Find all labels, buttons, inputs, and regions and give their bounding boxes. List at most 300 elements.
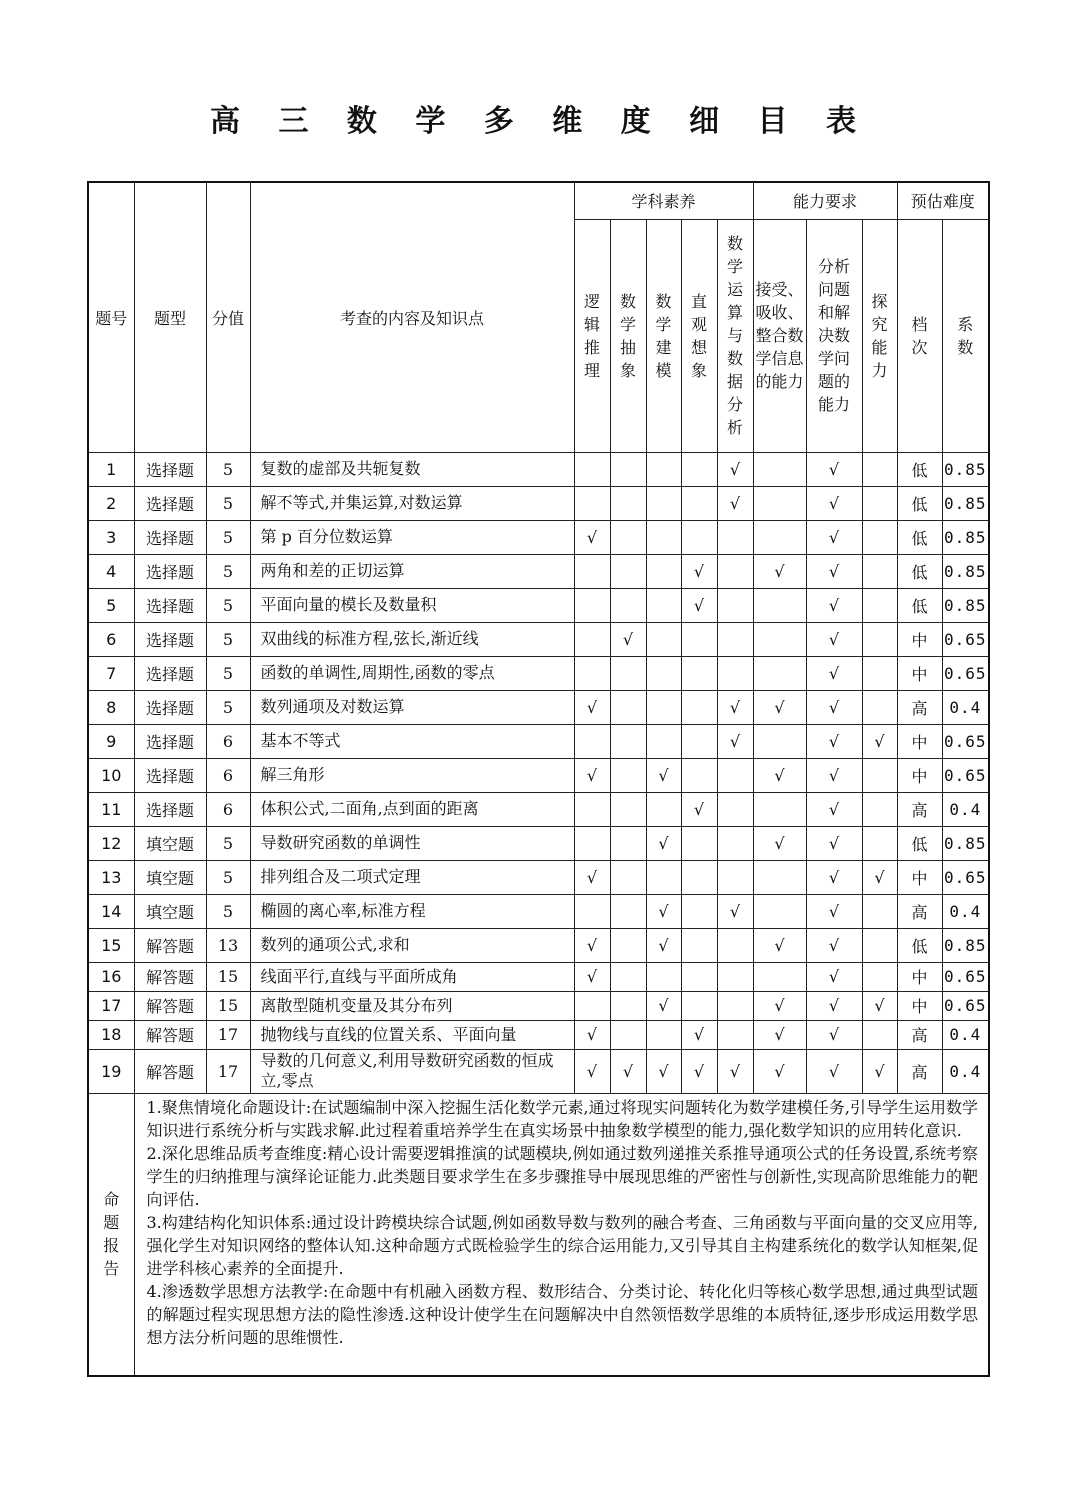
check-computation: √ — [717, 894, 753, 928]
check-integrate — [753, 452, 806, 486]
question-content: 第 p 百分位数运算 — [250, 520, 574, 554]
difficulty-level: 低 — [897, 588, 942, 622]
question-number: 4 — [88, 554, 134, 588]
header-ability-solve-label: 分析问题和解决数学问题的能力 — [818, 257, 851, 414]
header-literacy-modeling — [646, 219, 681, 452]
check-logic — [574, 486, 610, 520]
check-solve: √ — [806, 622, 862, 656]
question-score: 5 — [206, 554, 250, 588]
table-row — [88, 962, 989, 991]
check-intuition — [681, 962, 717, 991]
question-score: 5 — [206, 860, 250, 894]
question-number: 1 — [88, 452, 134, 486]
check-abstraction — [610, 894, 646, 928]
question-score: 5 — [206, 520, 250, 554]
header-literacy-intuition — [681, 219, 717, 452]
question-number: 9 — [88, 724, 134, 758]
check-explore — [862, 520, 897, 554]
check-modeling: √ — [646, 991, 681, 1020]
question-score: 15 — [206, 991, 250, 1020]
header-ability-solve — [806, 219, 862, 452]
check-modeling — [646, 452, 681, 486]
header-literacy-computation-label: 数学运算与数据分析 — [726, 234, 743, 437]
header-content: 考查的内容及知识点 — [250, 182, 574, 452]
question-type: 解答题 — [134, 962, 206, 991]
check-computation — [717, 962, 753, 991]
question-number: 13 — [88, 860, 134, 894]
check-computation: √ — [717, 452, 753, 486]
question-score: 6 — [206, 758, 250, 792]
check-explore — [862, 894, 897, 928]
question-number: 11 — [88, 792, 134, 826]
header-ability-integrate — [753, 219, 806, 452]
difficulty-level: 低 — [897, 520, 942, 554]
header-literacy-logic — [574, 219, 610, 452]
check-integrate — [753, 724, 806, 758]
difficulty-coef: 0.4 — [942, 690, 989, 724]
question-type: 选择题 — [134, 622, 206, 656]
question-score: 5 — [206, 656, 250, 690]
check-computation — [717, 656, 753, 690]
table-row — [88, 1020, 989, 1049]
check-integrate — [753, 622, 806, 656]
check-intuition: √ — [681, 588, 717, 622]
difficulty-level: 低 — [897, 452, 942, 486]
question-type: 选择题 — [134, 792, 206, 826]
check-integrate — [753, 792, 806, 826]
check-explore — [862, 690, 897, 724]
check-computation — [717, 928, 753, 962]
check-abstraction — [610, 520, 646, 554]
check-modeling — [646, 1020, 681, 1049]
difficulty-coef: 0.85 — [942, 588, 989, 622]
check-integrate — [753, 894, 806, 928]
question-type: 解答题 — [134, 1020, 206, 1049]
question-score: 15 — [206, 962, 250, 991]
difficulty-coef: 0.85 — [942, 520, 989, 554]
check-modeling — [646, 860, 681, 894]
check-intuition: √ — [681, 1049, 717, 1093]
question-number: 6 — [88, 622, 134, 656]
check-abstraction — [610, 928, 646, 962]
check-intuition — [681, 894, 717, 928]
question-content: 体积公式,二面角,点到面的距离 — [250, 792, 574, 826]
table-row — [88, 452, 989, 486]
check-solve: √ — [806, 656, 862, 690]
check-solve: √ — [806, 792, 862, 826]
check-solve: √ — [806, 724, 862, 758]
difficulty-level: 中 — [897, 758, 942, 792]
check-abstraction — [610, 1020, 646, 1049]
difficulty-level: 中 — [897, 622, 942, 656]
check-explore — [862, 486, 897, 520]
report-row — [88, 1093, 989, 1376]
page-title: 高 三 数 学 多 维 度 细 目 表 — [210, 104, 870, 139]
difficulty-coef: 0.4 — [942, 894, 989, 928]
table-row — [88, 792, 989, 826]
question-type: 选择题 — [134, 486, 206, 520]
question-content: 两角和差的正切运算 — [250, 554, 574, 588]
check-solve: √ — [806, 991, 862, 1020]
question-content: 解三角形 — [250, 758, 574, 792]
difficulty-coef: 0.85 — [942, 554, 989, 588]
difficulty-level: 高 — [897, 1020, 942, 1049]
question-type: 填空题 — [134, 826, 206, 860]
table-row — [88, 1049, 989, 1093]
header-literacy-abstraction-label: 数学抽象 — [619, 291, 636, 380]
question-content: 平面向量的模长及数量积 — [250, 588, 574, 622]
question-type: 选择题 — [134, 554, 206, 588]
header-group-ability: 能力要求 — [753, 182, 897, 219]
check-integrate: √ — [753, 991, 806, 1020]
difficulty-coef: 0.4 — [942, 792, 989, 826]
check-abstraction — [610, 690, 646, 724]
header-score: 分值 — [206, 182, 250, 452]
difficulty-level: 低 — [897, 826, 942, 860]
check-integrate: √ — [753, 554, 806, 588]
check-intuition — [681, 991, 717, 1020]
question-number: 18 — [88, 1020, 134, 1049]
question-content: 解不等式,并集运算,对数运算 — [250, 486, 574, 520]
check-modeling — [646, 588, 681, 622]
check-integrate — [753, 962, 806, 991]
header-literacy-intuition-label: 直观想象 — [690, 291, 707, 380]
header-literacy-computation — [717, 219, 753, 452]
check-computation — [717, 622, 753, 656]
difficulty-coef: 0.65 — [942, 656, 989, 690]
question-number: 15 — [88, 928, 134, 962]
question-number: 14 — [88, 894, 134, 928]
check-abstraction — [610, 452, 646, 486]
question-content: 抛物线与直线的位置关系、平面向量 — [250, 1020, 574, 1049]
check-integrate — [753, 486, 806, 520]
check-solve: √ — [806, 520, 862, 554]
check-logic — [574, 792, 610, 826]
check-explore — [862, 792, 897, 826]
check-logic — [574, 554, 610, 588]
check-modeling: √ — [646, 1049, 681, 1093]
check-logic — [574, 452, 610, 486]
question-score: 5 — [206, 452, 250, 486]
check-solve: √ — [806, 826, 862, 860]
question-type: 选择题 — [134, 520, 206, 554]
difficulty-level: 中 — [897, 860, 942, 894]
check-intuition — [681, 656, 717, 690]
header-difficulty-coef-label: 系数 — [957, 314, 974, 357]
header-difficulty-level-label: 档次 — [911, 314, 928, 357]
header-group-difficulty: 预估难度 — [897, 182, 989, 219]
report-paragraph-4: 4.渗透数学思想方法教学:在命题中有机融入函数方程、数形结合、分类讨论、转化化归等核心数学思想,通过典型试题的解题过程实现思想方法的隐性渗透.这种设计使学生在问题解决中自然领悟数学思维的本质特征,逐步形成运用数学思想方法分析问题的思维惯性. — [146, 1281, 979, 1347]
difficulty-coef: 0.85 — [942, 486, 989, 520]
header-ability-integrate-label: 接受、吸收、整合数学信息的能力 — [755, 280, 804, 391]
question-score: 17 — [206, 1020, 250, 1049]
question-score: 13 — [206, 928, 250, 962]
header-literacy-logic-label: 逻辑推理 — [583, 291, 600, 380]
check-modeling — [646, 962, 681, 991]
check-logic — [574, 826, 610, 860]
difficulty-level: 高 — [897, 792, 942, 826]
difficulty-level: 中 — [897, 724, 942, 758]
check-modeling — [646, 554, 681, 588]
table-row — [88, 894, 989, 928]
question-score: 6 — [206, 724, 250, 758]
check-intuition — [681, 758, 717, 792]
check-abstraction — [610, 724, 646, 758]
check-abstraction: √ — [610, 1049, 646, 1093]
check-logic — [574, 991, 610, 1020]
question-content: 线面平行,直线与平面所成角 — [250, 962, 574, 991]
table-row — [88, 826, 989, 860]
check-solve: √ — [806, 690, 862, 724]
check-integrate — [753, 656, 806, 690]
check-computation — [717, 991, 753, 1020]
question-score: 5 — [206, 486, 250, 520]
check-computation — [717, 826, 753, 860]
difficulty-coef: 0.4 — [942, 1020, 989, 1049]
difficulty-coef: 0.65 — [942, 962, 989, 991]
difficulty-level: 中 — [897, 656, 942, 690]
table-row — [88, 486, 989, 520]
check-intuition — [681, 520, 717, 554]
check-computation — [717, 860, 753, 894]
check-computation: √ — [717, 486, 753, 520]
question-type: 选择题 — [134, 690, 206, 724]
check-logic: √ — [574, 1020, 610, 1049]
question-content: 基本不等式 — [250, 724, 574, 758]
check-solve: √ — [806, 1020, 862, 1049]
check-intuition: √ — [681, 554, 717, 588]
question-score: 5 — [206, 588, 250, 622]
check-abstraction — [610, 792, 646, 826]
question-type: 选择题 — [134, 656, 206, 690]
check-abstraction — [610, 962, 646, 991]
question-score: 17 — [206, 1049, 250, 1093]
difficulty-level: 中 — [897, 962, 942, 991]
report-paragraph-3: 3.构建结构化知识体系:通过设计跨模块综合试题,例如函数导数与数列的融合考查、三角函数与平面向量的交叉应用等,强化学生对知识网络的整体认知.这种命题方式既检验学生的综合运用能力,又引导其自主构建系统化的数学认知框架,促进学科核心素养的全面提升. — [146, 1212, 979, 1278]
check-explore — [862, 1020, 897, 1049]
check-logic — [574, 724, 610, 758]
table-row — [88, 860, 989, 894]
check-explore — [862, 758, 897, 792]
check-abstraction — [610, 758, 646, 792]
question-number: 8 — [88, 690, 134, 724]
difficulty-coef: 0.85 — [942, 826, 989, 860]
difficulty-coef: 0.65 — [942, 622, 989, 656]
check-intuition — [681, 622, 717, 656]
difficulty-coef: 0.65 — [942, 758, 989, 792]
check-explore — [862, 962, 897, 991]
check-abstraction — [610, 860, 646, 894]
check-explore — [862, 588, 897, 622]
header-ability-explore-label: 探究能力 — [871, 291, 888, 380]
check-modeling: √ — [646, 928, 681, 962]
question-type: 选择题 — [134, 588, 206, 622]
report-label-cell — [88, 1093, 134, 1376]
check-intuition — [681, 486, 717, 520]
report-label: 命题报告 — [103, 1190, 120, 1279]
question-content: 椭圆的离心率,标准方程 — [250, 894, 574, 928]
check-modeling — [646, 690, 681, 724]
check-explore: √ — [862, 1049, 897, 1093]
check-abstraction — [610, 826, 646, 860]
header-difficulty-coef — [942, 219, 989, 452]
check-computation — [717, 758, 753, 792]
question-content: 函数的单调性,周期性,函数的零点 — [250, 656, 574, 690]
check-logic — [574, 894, 610, 928]
question-score: 5 — [206, 690, 250, 724]
check-solve: √ — [806, 758, 862, 792]
difficulty-coef: 0.65 — [942, 724, 989, 758]
question-number: 2 — [88, 486, 134, 520]
question-score: 6 — [206, 792, 250, 826]
difficulty-coef: 0.4 — [942, 1049, 989, 1093]
check-logic: √ — [574, 690, 610, 724]
table-row — [88, 656, 989, 690]
check-abstraction — [610, 554, 646, 588]
question-content: 双曲线的标准方程,弦长,渐近线 — [250, 622, 574, 656]
check-integrate — [753, 860, 806, 894]
check-abstraction — [610, 991, 646, 1020]
table-row — [88, 622, 989, 656]
check-logic: √ — [574, 860, 610, 894]
check-explore: √ — [862, 860, 897, 894]
check-computation — [717, 520, 753, 554]
check-integrate: √ — [753, 928, 806, 962]
difficulty-level: 低 — [897, 928, 942, 962]
question-content: 导数研究函数的单调性 — [250, 826, 574, 860]
question-content: 复数的虚部及共轭复数 — [250, 452, 574, 486]
check-logic — [574, 656, 610, 690]
check-explore — [862, 622, 897, 656]
header-literacy-abstraction — [610, 219, 646, 452]
check-intuition — [681, 928, 717, 962]
check-explore — [862, 826, 897, 860]
check-explore: √ — [862, 991, 897, 1020]
table-row — [88, 520, 989, 554]
question-type: 解答题 — [134, 1049, 206, 1093]
check-solve: √ — [806, 962, 862, 991]
check-explore — [862, 554, 897, 588]
check-modeling: √ — [646, 826, 681, 860]
check-modeling — [646, 520, 681, 554]
check-integrate: √ — [753, 1020, 806, 1049]
check-integrate: √ — [753, 1049, 806, 1093]
question-content: 排列组合及二项式定理 — [250, 860, 574, 894]
header-ability-explore — [862, 219, 897, 452]
header-literacy-modeling-label: 数学建模 — [655, 291, 672, 380]
check-modeling — [646, 656, 681, 690]
question-number: 10 — [88, 758, 134, 792]
report-paragraph-1: 1.聚焦情境化命题设计:在试题编制中深入挖掘生活化数学元素,通过将现实问题转化为数学建模任务,引导学生运用数学知识进行系统分析与实践求解.此过程着重培养学生在真实场景中抽象数学模型的能力,强化数学知识的应用转化意识. — [146, 1097, 979, 1140]
question-number: 5 — [88, 588, 134, 622]
check-integrate: √ — [753, 826, 806, 860]
check-explore — [862, 452, 897, 486]
report-content — [134, 1093, 989, 1376]
check-explore: √ — [862, 724, 897, 758]
question-type: 填空题 — [134, 894, 206, 928]
header-no: 题号 — [88, 182, 134, 452]
question-type: 填空题 — [134, 860, 206, 894]
question-score: 5 — [206, 894, 250, 928]
question-number: 3 — [88, 520, 134, 554]
check-logic: √ — [574, 520, 610, 554]
question-type: 选择题 — [134, 724, 206, 758]
question-score: 5 — [206, 622, 250, 656]
check-abstraction — [610, 486, 646, 520]
question-number: 17 — [88, 991, 134, 1020]
header-type: 题型 — [134, 182, 206, 452]
check-computation: √ — [717, 724, 753, 758]
check-integrate: √ — [753, 758, 806, 792]
check-modeling — [646, 622, 681, 656]
difficulty-level: 中 — [897, 991, 942, 1020]
check-modeling: √ — [646, 758, 681, 792]
check-computation: √ — [717, 690, 753, 724]
detail-table — [87, 181, 990, 1377]
question-type: 解答题 — [134, 928, 206, 962]
check-intuition — [681, 860, 717, 894]
difficulty-coef: 0.85 — [942, 452, 989, 486]
table-row — [88, 991, 989, 1020]
table-row — [88, 554, 989, 588]
check-explore — [862, 928, 897, 962]
check-solve: √ — [806, 452, 862, 486]
question-type: 选择题 — [134, 452, 206, 486]
check-solve: √ — [806, 554, 862, 588]
check-solve: √ — [806, 588, 862, 622]
report-paragraph-2: 2.深化思维品质考查维度:精心设计需要逻辑推演的试题模块,例如通过数列递推关系推导通项公式的任务设置,系统考察学生的归纳推理与演绎论证能力.此类题目要求学生在多步骤推导中展现思维的严密性与创新性,实现高阶思维能力的靶向评估. — [146, 1143, 979, 1209]
difficulty-level: 高 — [897, 690, 942, 724]
check-modeling — [646, 792, 681, 826]
check-intuition — [681, 690, 717, 724]
difficulty-coef: 0.85 — [942, 928, 989, 962]
check-solve: √ — [806, 894, 862, 928]
check-logic: √ — [574, 758, 610, 792]
check-modeling: √ — [646, 894, 681, 928]
table-row — [88, 724, 989, 758]
check-integrate: √ — [753, 690, 806, 724]
check-solve: √ — [806, 1049, 862, 1093]
check-intuition — [681, 452, 717, 486]
check-logic — [574, 588, 610, 622]
question-type: 解答题 — [134, 991, 206, 1020]
check-logic: √ — [574, 928, 610, 962]
table-row — [88, 690, 989, 724]
question-type: 选择题 — [134, 758, 206, 792]
difficulty-coef: 0.65 — [942, 991, 989, 1020]
check-intuition: √ — [681, 1020, 717, 1049]
check-computation — [717, 588, 753, 622]
check-logic — [574, 622, 610, 656]
check-abstraction — [610, 656, 646, 690]
check-solve: √ — [806, 928, 862, 962]
difficulty-level: 高 — [897, 894, 942, 928]
question-number: 19 — [88, 1049, 134, 1093]
question-number: 7 — [88, 656, 134, 690]
check-modeling — [646, 724, 681, 758]
check-modeling — [646, 486, 681, 520]
question-score: 5 — [206, 826, 250, 860]
table-body — [88, 452, 989, 1093]
difficulty-level: 低 — [897, 554, 942, 588]
check-abstraction: √ — [610, 622, 646, 656]
question-content: 导数的几何意义,利用导数研究函数的恒成立,零点 — [250, 1049, 574, 1093]
difficulty-level: 高 — [897, 1049, 942, 1093]
check-solve: √ — [806, 860, 862, 894]
check-computation — [717, 1020, 753, 1049]
check-integrate — [753, 588, 806, 622]
check-solve: √ — [806, 486, 862, 520]
